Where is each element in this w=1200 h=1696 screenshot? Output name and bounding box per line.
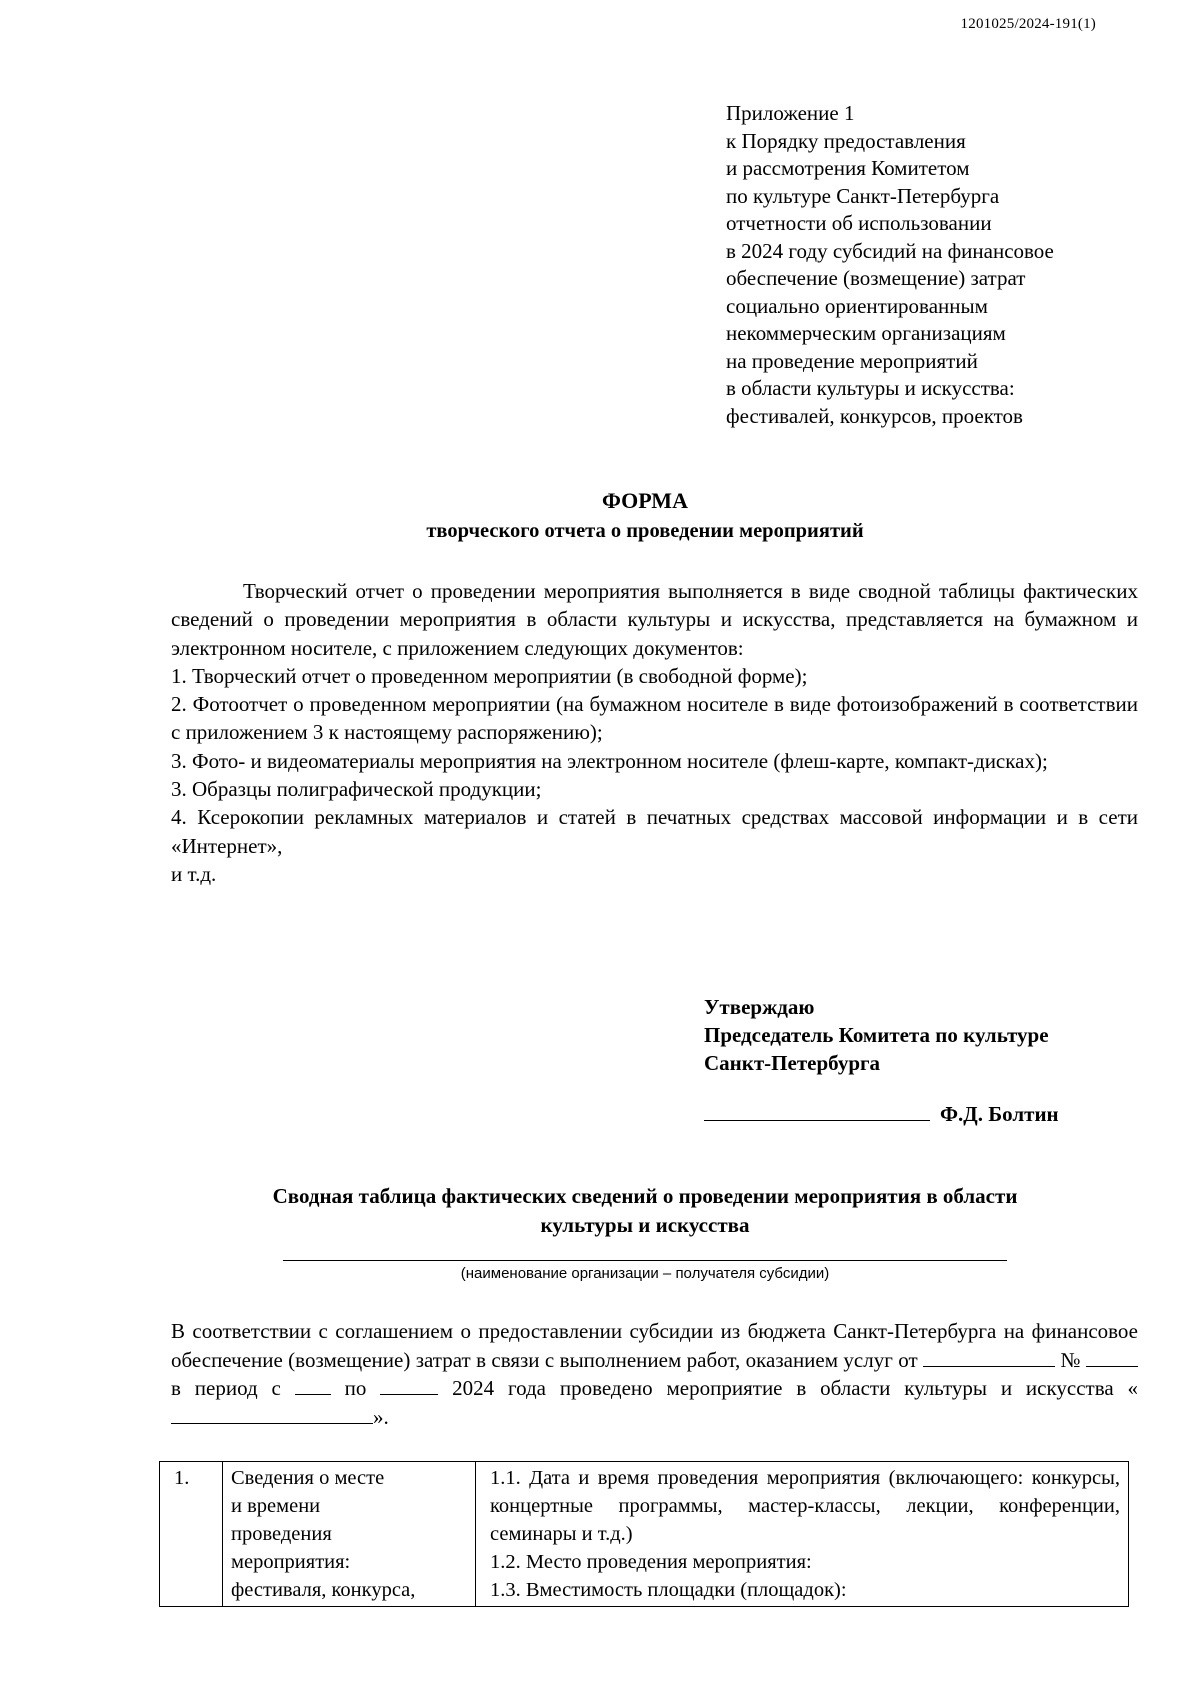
intro-item: 3. Фото- и видеоматериалы мероприятия на электронном носителе (флеш-карте, компакт-дисках); (171, 748, 1048, 773)
row-label-line: и времени (231, 1495, 321, 1517)
row-detail-item: 1.2. Место проведения мероприятия: (490, 1551, 812, 1573)
intro-item: 1. Творческий отчет о проведенном мероприятии (в свободной форме); (171, 663, 808, 688)
agreement-date-blank[interactable] (923, 1348, 1055, 1367)
row-label-line: Сведения о месте (231, 1467, 385, 1489)
approval-block (704, 993, 1049, 1077)
agreement-number-blank[interactable] (1086, 1348, 1138, 1367)
signature-row (704, 1100, 1059, 1127)
form-subtitle: творческого отчета о проведении мероприятий (426, 520, 864, 542)
appendix-line: фестивалей, конкурсов, проектов (726, 403, 1023, 428)
row-label-line: мероприятия: (231, 1551, 351, 1573)
summary-title-line: культуры и искусства (540, 1213, 750, 1237)
appendix-header (726, 100, 1146, 430)
intro-paragraph: Творческий отчет о проведении мероприятия выполняется в виде сводной таблицы фактических сведений о проведении мероприятия в области культуры и искусства, представляется на бумажном и электронном носителе, с приложением следующих документов: (171, 579, 1138, 660)
appendix-line: к Порядку предоставления (726, 128, 966, 153)
appendix-line: на проведение мероприятий (726, 348, 978, 373)
row-detail-item: 1.1. Дата и время проведения мероприятия (включающего: конкурсы, концертные программы, мастер-классы, лекции, конференции, семинары и т.д.) (490, 1467, 1120, 1545)
row-label-line: проведения (231, 1523, 332, 1545)
agreement-text: ». (373, 1404, 389, 1429)
document-number: 1201025/2024-191(1) (960, 16, 1096, 32)
agreement-text: в период с (171, 1376, 281, 1400)
event-name-blank[interactable] (171, 1405, 373, 1424)
approval-line: Утверждаю (704, 995, 815, 1019)
appendix-line: и рассмотрения Комитетом (726, 156, 970, 180)
intro-section (171, 577, 1138, 888)
row-detail-item: 1.3. Вместимость площадки (площадок): (490, 1579, 847, 1601)
signatory-name: Ф.Д. Болтин (940, 1102, 1059, 1126)
intro-item: 2. Фотоотчет о проведенном мероприятии (на бумажном носителе в виде фотоизображений в соответствии с приложением 3 к настоящему распоряжению); (171, 692, 1138, 745)
period-start-blank[interactable] (295, 1376, 331, 1395)
summary-table (159, 1461, 1129, 1607)
agreement-text: 2024 года проведено мероприятие в области культуры и искусства « (452, 1376, 1139, 1400)
period-end-blank[interactable] (380, 1376, 438, 1395)
approval-line: Санкт-Петербурга (704, 1051, 881, 1075)
appendix-line: по культуре Санкт-Петербурга (726, 183, 1000, 208)
table-row (160, 1462, 1129, 1607)
summary-title (0, 1182, 1200, 1240)
agreement-text: В соответствии с соглашением о предоставлении субсидии из бюджета Санкт-Петербурга на финансовое обеспечение (возмещение) затрат в связи с выполнением работ, оказанием услуг от (171, 1319, 1138, 1372)
appendix-line: Приложение 1 (726, 101, 855, 125)
row-details (476, 1462, 1129, 1607)
row-number: 1. (160, 1462, 223, 1607)
organization-caption: (наименование организации – получателя субсидии) (460, 1265, 830, 1282)
appendix-line: социально ориентированным (726, 293, 988, 318)
agreement-text: № (1060, 1347, 1081, 1372)
approval-line: Председатель Комитета по культуре (704, 1023, 1049, 1047)
agreement-paragraph (171, 1317, 1138, 1431)
intro-item: и т.д. (171, 861, 217, 886)
appendix-line: в 2024 году субсидий на финансовое (726, 238, 1054, 263)
appendix-line: некоммерческим организациям (726, 321, 1006, 345)
organization-name-line[interactable] (283, 1260, 1007, 1261)
form-title: ФОРМА (602, 488, 688, 513)
row-label-line: фестиваля, конкурса, (231, 1579, 416, 1601)
signature-line[interactable] (704, 1100, 930, 1121)
row-label (223, 1462, 476, 1607)
appendix-line: в области культуры и искусства: (726, 376, 1015, 400)
intro-item: 4. Ксерокопии рекламных материалов и статей в печатных средствах массовой информации и в сети «Интернет», (171, 805, 1138, 858)
appendix-line: отчетности об использовании (726, 211, 992, 235)
appendix-line: обеспечение (возмещение) затрат (726, 266, 1026, 290)
summary-title-line: Сводная таблица фактических сведений о проведении мероприятия в области (272, 1184, 1018, 1208)
agreement-text: по (344, 1376, 367, 1400)
intro-item: 3. Образцы полиграфической продукции; (171, 777, 542, 802)
